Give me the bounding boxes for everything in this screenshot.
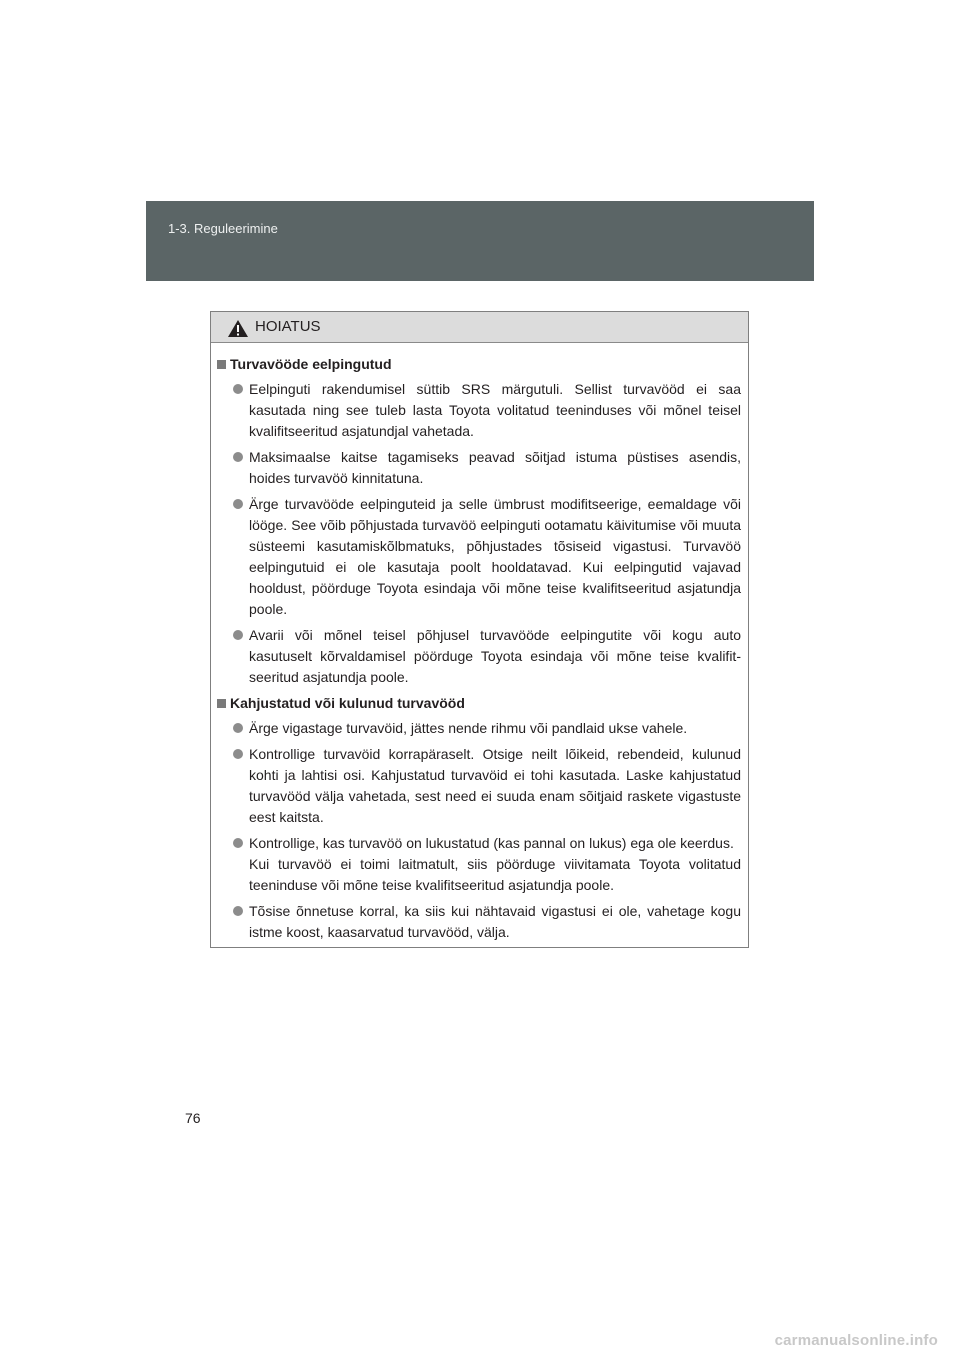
list-item-text: Kontrollige turvavöid korrapäraselt. Otsige neilt lõikeid, rebendeid, kulunud kohti ja lahtisi osi. Kahjustatud turvavöid ei tohi kasutada. Laske kahjustatud turvavööd välja vahetada, sest need ei suuda enam sõitjaid raskete vigastuste eest kaitsta. <box>249 746 741 825</box>
section-heading <box>217 354 741 375</box>
section-title: 1-3. Reguleerimine <box>168 221 278 236</box>
section-heading-text: Turvavööde eelpingutud <box>230 356 392 372</box>
circle-bullet-icon <box>233 749 243 759</box>
list-item-text: Ärge turvavööde eelpinguteid ja selle ümbrust modifitseerige, eemaldage või lööge. See võib põhjustada turvavöö eelpinguti ootamatu käivitumise või muuta süsteemi kasutamiskõlbmatuks, põhjustades tõsiseid vigastusi. Turvavöö eelpingutuid ei ole kasutaja poolt hooldatavad. Kui eelpingutid vajavad hooldust, pöörduge Toyota esindaja või mõne teise kvalifitseeritud asjatundja poole. <box>249 496 741 617</box>
square-bullet-icon <box>217 699 226 708</box>
list-item <box>233 833 741 896</box>
square-bullet-icon <box>217 360 226 369</box>
warning-header <box>211 312 748 343</box>
section-heading <box>217 693 741 714</box>
circle-bullet-icon <box>233 384 243 394</box>
section-heading-text: Kahjustatud või kulunud turvavööd <box>230 695 465 711</box>
circle-bullet-icon <box>233 499 243 509</box>
warning-title: HOIATUS <box>255 318 321 335</box>
circle-bullet-icon <box>233 723 243 733</box>
list-item-text: Ärge vigastage turvavöid, jättes nende rihmu või pandlaid ukse vahele. <box>249 720 688 736</box>
page-number: 76 <box>185 1110 201 1126</box>
list-item-text: Tõsise õnnetuse korral, ka siis kui nähtavaid vigastusi ei ole, vahetage kogu istme koost, kaasarvatud turvavööd, välja. <box>249 903 741 940</box>
warning-box <box>210 311 749 948</box>
list-item <box>233 447 741 489</box>
list-item-text: Avarii või mõnel teisel põhjusel turvavööde eelpingutite või kogu auto kasutuselt kõrvaldamisel pöörduge Toyota esindaja või mõne teise kvalifitseeritud asjatundja poole. <box>249 627 741 685</box>
watermark: carmanualsonline.info <box>774 1332 938 1349</box>
warning-body <box>211 343 748 943</box>
list-item-text: Eelpinguti rakendumisel süttib SRS märgutuli. Sellist turvavööd ei saa kasutada ning see tuleb lasta Toyota volitatud teeninduses või mõnel teisel kvalifitseeritud asjatundjal vahetada. <box>249 381 741 439</box>
list-item <box>233 718 741 739</box>
list-item <box>233 379 741 442</box>
warning-triangle-icon <box>227 319 249 338</box>
list-item <box>233 494 741 620</box>
circle-bullet-icon <box>233 630 243 640</box>
circle-bullet-icon <box>233 838 243 848</box>
list-item <box>233 901 741 943</box>
circle-bullet-icon <box>233 906 243 916</box>
circle-bullet-icon <box>233 452 243 462</box>
list-item <box>233 744 741 828</box>
list-item-text: Kontrollige, kas turvavöö on lukustatud (kas pannal on lukus) ega ole keerdus. Kui turvavöö ei toimi laitmatult, siis pöörduge viivitamata Toyota volitatud teeninduse või mõne teise kvalifitseeritud asjatundja poole. <box>249 835 741 893</box>
header-band <box>146 201 814 281</box>
list-item <box>233 625 741 688</box>
list-item-text: Maksimaalse kaitse tagamiseks peavad sõitjad istuma püstises asendis, hoides turvavöö kinnitatuna. <box>249 449 741 486</box>
